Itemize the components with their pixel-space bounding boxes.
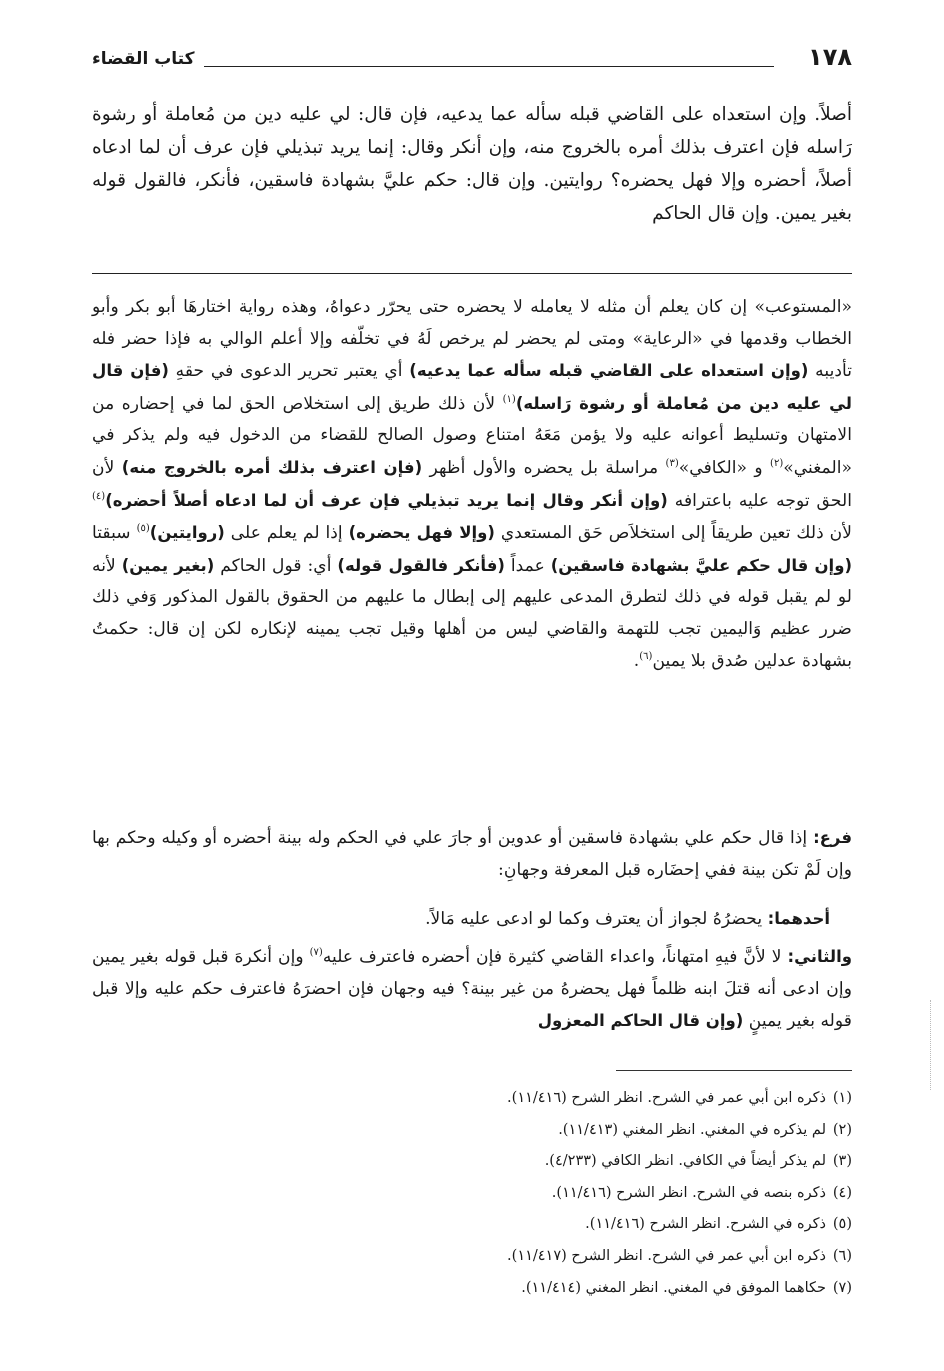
footnote-text: ذكره بنصه في الشرح. انظر الشرح (١١/٤١٦).	[551, 1184, 826, 1201]
sharh-text: مراسلة بل يحضره والأول أظهر	[429, 457, 659, 478]
footnote-item	[92, 1083, 852, 1115]
scan-edge-mark	[930, 1000, 939, 1090]
matn-quote: (وإلا فهل يحضره)	[348, 523, 495, 543]
footnote-number: (١)	[832, 1090, 852, 1106]
sharh-text: سبقتا	[92, 523, 131, 544]
far-second-opinion	[92, 941, 852, 1038]
footnote-ref[interactable]: (٢)	[770, 457, 784, 469]
footnote-text: ذكره ابن أبي عمر في الشرح. انظر الشرح (١١/٤١٦).	[507, 1090, 826, 1106]
opinion-text: لا لأنَّ فيهِ امتهاناً، واعداء القاضي كثيرة فإن أحضره فاعترف عليه	[322, 947, 782, 967]
far-text: إذا قال حكم علي بشهادة فاسقين أو عدوين أو جارَ علي في الحكم وله بينة أحضره أو وكيله وحكم بها وإن لَمْ تكن بينة ففي إحضَاره قبل المعرفة وجهانِ:	[92, 828, 852, 880]
book-title: كتاب القضاء	[92, 49, 195, 69]
page-number: ١٧٨	[808, 43, 852, 71]
opinion-text: يحضرُهُ لجواز أن يعترف وكما لو ادعى عليه مَالاً.	[425, 909, 763, 929]
footnote-ref[interactable]: (٧)	[309, 947, 323, 958]
footnote-text: لم يذكر أيضاً في الكافي. انظر الكافي (٤/٢٣٣).	[544, 1153, 826, 1170]
footnote-separator	[616, 1070, 852, 1071]
footnote-ref[interactable]: (١)	[502, 393, 516, 405]
footnote-item	[92, 1241, 852, 1273]
sharh-text: عمداً	[510, 555, 545, 576]
matn-quote: (وإن استعداه على القاضي قبله سأله عما يدعيه)	[409, 361, 809, 381]
footnote-text: ذكره في الشرح. انظر الشرح (١١/٤١٦).	[585, 1216, 826, 1233]
opinion-label: أحدهما:	[767, 909, 830, 928]
footnote-ref[interactable]: (٣)	[665, 457, 679, 469]
running-header	[92, 42, 852, 76]
footnote-text: لم يذكره في المغني. انظر المغني (١١/٤١٣).	[558, 1121, 826, 1138]
opinion-text: وإن أنكرهَ قبل قوله بغير يمين وإن ادعى أنه قتلَ ابنه ظلماً فهل يحضرهُ من غير بينة؟ فيه وجهان فإن احضرَهُ فاعترف حكم عليه وإلا قبل قوله بغير يمينٍ	[92, 947, 852, 1032]
footnote-ref[interactable]: (٥)	[136, 523, 150, 535]
sharh-text: أي: قول الحاكم	[220, 555, 332, 576]
header-rule	[204, 66, 774, 67]
sharh-text: لأن ذلك طريق إلى استخلاص الحق لما في إحضاره من الامتهان وتسليط أعوانه عليه ولا يؤمن مَعَهُ امتناع وصول الصالح للقضاء من الدخول فيه ولم يذكر في «المغني»	[92, 393, 853, 478]
matn-quote: (بغير يمين)	[121, 555, 215, 575]
matn-quote: (فإن قال لي عليه دين من مُعاملة أو رشوة رَاسله)	[92, 361, 852, 413]
footnote-item	[92, 1273, 852, 1305]
footnote-number: (٧)	[832, 1279, 852, 1296]
opinion-label: والثاني:	[787, 947, 853, 966]
footnote-text: ذكره ابن أبي عمر في الشرح. انظر الشرح (١١/٤١٧).	[507, 1247, 826, 1264]
footnote-ref[interactable]: (٤)	[92, 490, 106, 502]
sharh-text: .	[633, 650, 640, 671]
sharh-text: إذا لم يعلم على	[230, 523, 343, 544]
footnote-item	[92, 1209, 852, 1241]
matn-quote: (روايتين)	[149, 523, 225, 543]
footnote-ref[interactable]: (٦)	[639, 650, 653, 662]
footnote-number: (٥)	[832, 1216, 852, 1233]
matn-text: أصلاً. وإن استعداه على القاضي قبله سأله عما يدعيه، فإن قال: لي عليه دين من مُعاملة أو رشوة رَاسله فإن اعترف بذلك أمره بالخروج منه، وإن أنكر وقال: إنما يريد تبذيلي فإن عرف أن لما ادعاه أصلاً، أحضره وإلا فهل يحضره؟ روايتين. وإن قال: حكم عليَّ بشهادة فاسقين، فأنكر، فالقول قوله بغير يمين. وإن قال الحاكم	[92, 104, 852, 224]
sharh-text: و «الكافي»	[678, 457, 763, 478]
footnote-number: (٦)	[832, 1247, 852, 1264]
sharh-text: لأنه لو لم يقبل قوله في ذلك لتطرق المدعى عليهم إلى إبطال ما عليهم من الحقوق بالقول المذكور وَفي ذلك ضرر عظيم وَاليمين تجب للتهمة والقاضي ليس من أهلها وقيل تجب يمينه لإنكاره لكن إن قال: حكمتُ بشهادة عدلين صُدق بلا يمين	[92, 555, 852, 671]
footnote-number: (٤)	[832, 1184, 852, 1201]
footnote-item	[92, 1115, 852, 1147]
sharh-text: أي يعتبر تحرير الدعوى في حقهِ	[175, 361, 403, 382]
footnote-number: (٣)	[832, 1153, 852, 1170]
far-branch	[92, 822, 852, 886]
matn-separator	[92, 273, 852, 274]
footnotes-list	[92, 1083, 852, 1304]
sharh-text: «المستوعب» إن كان يعلم أن مثله لا يعامله لا يحضره حتى يحرّر دعواهُ، وهذه رواية اختارهَا أبو بكر وأبو الخطاب وقدمها في «الرعاية» ومتى لم يحضر لم يرخص لَهُ في تخلّفه وإلا أعلم الوالي به فإذا حضر فله تأديبه	[92, 297, 853, 382]
sharh-commentary	[92, 292, 852, 677]
matn-quote: (وإن قال الحاكم المعزول	[537, 1011, 744, 1031]
footnote-item	[92, 1178, 852, 1210]
far-first-opinion	[92, 903, 852, 936]
footnote-item	[92, 1146, 852, 1178]
matn-quote: (فأنكر فالقول قوله)	[337, 555, 505, 575]
sharh-text: لأن الحق توجه عليه باعترافه	[92, 457, 852, 511]
matn-quote: (وإن أنكر وقال إنما يريد تبذيلي فإن عرف أن لما ادعاه أصلاً أحضره)	[105, 490, 668, 510]
footnote-text: حكاهما الموفق في المغني. انظر المغني (١١/٤١٤).	[521, 1279, 826, 1296]
far-label: فرع:	[813, 828, 853, 847]
footnote-number: (٢)	[832, 1121, 852, 1138]
matn-quote: (فإن اعترف بذلك أمره بالخروج منه)	[121, 457, 423, 477]
sharh-text: لأن ذلك تعين طريقاً إلى استخلاَص حَق المستعدي	[500, 523, 853, 544]
matn-quote: (وإن قال حكم عليَّ بشهادة فاسقين)	[550, 555, 853, 575]
